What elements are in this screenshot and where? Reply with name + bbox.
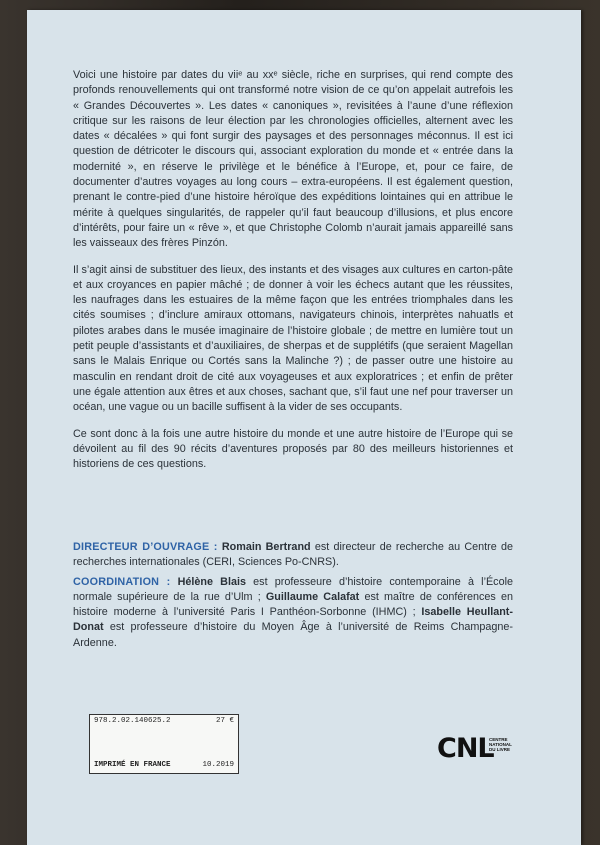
print-date-text: 10.2019 [202, 761, 234, 769]
coordinator-2-name: Guillaume Calafat [265, 590, 360, 603]
cnl-logo-subtitle: CENTRE NATIONAL DU LIVRE [489, 737, 512, 752]
cnl-logo-mark: CNL [437, 733, 494, 764]
coordination-credit [73, 575, 513, 651]
printed-in-text: IMPRIMÉ EN FRANCE [94, 761, 171, 769]
coordinator-1-description: est professeure d’histoire contemporaine à l’École normale supérieure de la rue d’Ulm ; [73, 575, 513, 603]
isbn-text: 978.2.02.140625.2 [94, 717, 171, 725]
summary-paragraph-2: Il s’agit ainsi de substituer des lieux, des instants et des visages aux cultures en carton-pâte et aux croyances en papier mâché ; de donner à voir les échecs autant que les réussites, les naufrages dans les estuaires de la même façon que les entrées triomphales dans les cités soumises ; d’inclure amiraux ottomans, navigateurs chinois, interprètes nahuatls et pilotes arabes dans le musée imaginaire de l’histoire globale ; de mettre en lumière tout un petit peuple d’assistants et d’auxiliaires, de sherpas et de supplétifs (que seraient Magellan sans le Malais Enrique ou Cortés sans la Malinche ?) ; de passer outre une histoire au masculin en rendant droit de cité aux voyageuses et aux exploratrices ; et enfin de prêter une égale attention aux êtres et aux choses, sachant que, s’il faut une nef pour traverser un océan, une vague ou un bacille suffisent à la vider de ses occupants. [73, 263, 513, 414]
coordinator-3-description: est professeure d’histoire du Moyen Âge à l’université de Reims Champagne-Ardenne. [73, 621, 513, 649]
barcode-label [89, 714, 239, 774]
coordination-label: COORDINATION : [73, 575, 171, 588]
coordinator-3-name: Isabelle Heullant-Donat [73, 606, 513, 634]
director-label: DIRECTEUR D’OUVRAGE : [73, 541, 218, 553]
summary-text [73, 68, 513, 483]
coordinator-2-description: est maître de conférences en histoire moderne à l’université Paris I Panthéon-Sorbonne (IHMC) ; [73, 590, 514, 619]
barcode-bars-icon [100, 729, 228, 758]
director-credit [73, 540, 513, 571]
price-text: 27 € [215, 717, 234, 725]
summary-paragraph-3: Ce sont donc à la fois une autre histoire du monde et une autre histoire de l’Europe qui se dévoilent au fil des 90 récits d’aventures proposés par 80 des meilleurs historiennes et historiens de ces questions. [73, 427, 513, 471]
summary-paragraph-1: Voici une histoire par dates du viiᵉ au xxᵉ siècle, riche en surprises, qui rend compte des profonds renouvellements qui ont transformé notre vision de ce qu’on appelait autrefois les « Grandes Découvertes ». Les dates « canoniques », revisitées à l’aune d’une réflexion critique sur les raisons de leur élection par les chronologies officielles, alternent avec les dates « décalées » qui font surgir des paysages et des personnages méconnus. Il est ici question de détricoter le discours qui, associant exploration du monde et « entrée dans la modernité », en réserve le privilège et le bénéfice à l’Europe, et, pour ce faire, de documenter d’autres voyages au long cours – extra-européens. Il est également question, prenant le contre-pied d’une histoire héroïque des expéditions lointaines qui en attribue le mérite à quelques singularités, de rappeler qu’il faut beaucoup d’illusions, et plus encore d’intérêts, pour faire un « rêve », et que Christophe Colomb n’aurait jamais appareillé sans les vaisseaux des frères Pinzón. [73, 69, 513, 250]
credits-block [73, 540, 513, 655]
director-name: Romain Bertrand [221, 541, 311, 553]
cnl-logo [437, 733, 517, 773]
director-description: est directeur de recherche au Centre de recherches internationales (CERI, Sciences Po-CNRS). [73, 541, 514, 569]
coordinator-1-name: Hélène Blais [177, 575, 246, 588]
